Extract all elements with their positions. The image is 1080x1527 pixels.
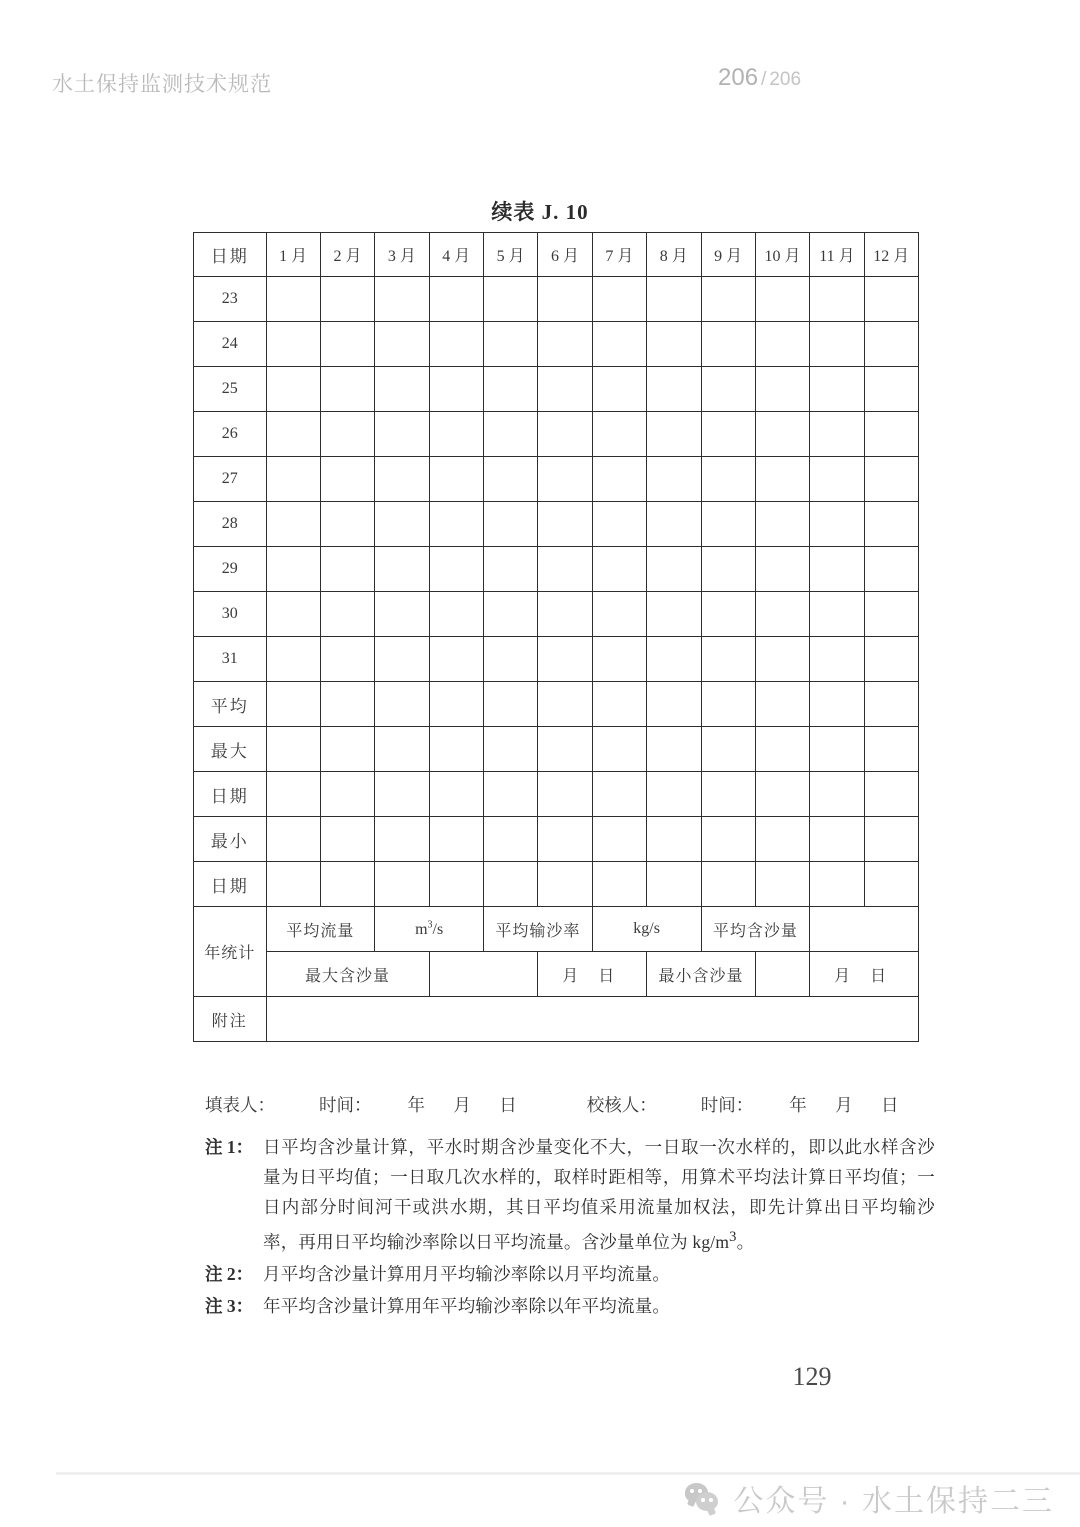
data-cell[interactable] xyxy=(701,277,755,322)
data-cell[interactable] xyxy=(538,682,592,727)
data-cell[interactable] xyxy=(755,862,809,907)
table-row xyxy=(194,637,919,682)
data-cell[interactable] xyxy=(755,727,809,772)
row-label: 29 xyxy=(194,547,267,592)
data-cell[interactable] xyxy=(864,772,918,817)
data-cell[interactable] xyxy=(755,637,809,682)
data-cell[interactable] xyxy=(266,412,320,457)
data-cell[interactable] xyxy=(592,367,646,412)
data-cell[interactable] xyxy=(592,502,646,547)
row-label-maximum: 最大 xyxy=(194,727,267,772)
data-cell[interactable] xyxy=(266,457,320,502)
column-header-month-12: 12 月 xyxy=(864,233,918,277)
data-cell[interactable] xyxy=(320,862,374,907)
data-cell[interactable] xyxy=(701,862,755,907)
data-cell[interactable] xyxy=(484,457,538,502)
data-cell[interactable] xyxy=(864,322,918,367)
row-label-date-of-min: 日期 xyxy=(194,862,267,907)
folio xyxy=(0,1362,1080,1392)
data-cell[interactable] xyxy=(429,772,483,817)
data-cell[interactable] xyxy=(320,682,374,727)
data-cell[interactable] xyxy=(484,277,538,322)
row-label: 31 xyxy=(194,637,267,682)
table-row xyxy=(194,547,919,592)
data-cell[interactable] xyxy=(755,817,809,862)
data-cell[interactable] xyxy=(429,502,483,547)
data-cell[interactable] xyxy=(484,412,538,457)
data-cell[interactable] xyxy=(375,502,429,547)
data-cell[interactable] xyxy=(810,682,864,727)
min-sediment-conc-value[interactable] xyxy=(755,952,809,997)
remarks-label: 附注 xyxy=(194,997,267,1042)
data-cell[interactable] xyxy=(755,277,809,322)
data-cell[interactable] xyxy=(592,682,646,727)
data-cell[interactable] xyxy=(864,862,918,907)
data-cell[interactable] xyxy=(429,817,483,862)
row-label-average: 平均 xyxy=(194,682,267,727)
page-separator: / xyxy=(761,69,767,90)
data-cell[interactable] xyxy=(538,502,592,547)
footer-watermark xyxy=(685,1476,1054,1520)
wechat-icon xyxy=(685,1483,719,1513)
data-cell[interactable] xyxy=(701,367,755,412)
data-cell[interactable] xyxy=(375,367,429,412)
column-header-month-9: 9 月 xyxy=(701,233,755,277)
data-cell[interactable] xyxy=(429,682,483,727)
data-cell[interactable] xyxy=(592,592,646,637)
note-3-text: 年平均含沙量计算用年平均输沙率除以年平均流量。 xyxy=(263,1295,671,1316)
data-cell[interactable] xyxy=(266,772,320,817)
data-cell[interactable] xyxy=(864,457,918,502)
avg-flow-label: 平均流量 xyxy=(266,907,375,952)
max-sediment-conc-value[interactable] xyxy=(429,952,538,997)
data-cell[interactable] xyxy=(320,457,374,502)
data-cell[interactable] xyxy=(647,682,701,727)
year-stats-row-2 xyxy=(194,952,919,997)
data-cell[interactable] xyxy=(538,277,592,322)
table-header-row xyxy=(194,233,919,277)
data-cell[interactable] xyxy=(429,862,483,907)
row-label: 27 xyxy=(194,457,267,502)
data-cell[interactable] xyxy=(429,277,483,322)
data-cell[interactable] xyxy=(864,682,918,727)
column-header-month-1: 1 月 xyxy=(266,233,320,277)
data-cell[interactable] xyxy=(375,412,429,457)
data-cell[interactable] xyxy=(429,412,483,457)
data-cell[interactable] xyxy=(266,322,320,367)
data-cell[interactable] xyxy=(864,637,918,682)
data-cell[interactable] xyxy=(266,817,320,862)
row-label: 30 xyxy=(194,592,267,637)
page-header xyxy=(0,0,1080,120)
table-row xyxy=(194,592,919,637)
filler-date: 年 月 日 xyxy=(407,1095,529,1115)
row-label: 26 xyxy=(194,412,267,457)
note-1-label: 注 1： xyxy=(205,1137,254,1157)
year-stats-label: 年统计 xyxy=(194,907,267,997)
min-sediment-conc-date[interactable]: 月 日 xyxy=(810,952,919,997)
data-cell[interactable] xyxy=(755,502,809,547)
data-cell[interactable] xyxy=(320,277,374,322)
data-cell[interactable] xyxy=(864,367,918,412)
data-cell[interactable] xyxy=(320,817,374,862)
data-cell[interactable] xyxy=(701,637,755,682)
data-cell[interactable] xyxy=(320,637,374,682)
note-2 xyxy=(205,1259,935,1289)
data-cell[interactable] xyxy=(810,412,864,457)
data-cell[interactable] xyxy=(266,592,320,637)
data-cell[interactable] xyxy=(484,727,538,772)
checker-date: 年 月 日 xyxy=(789,1095,911,1115)
data-cell[interactable] xyxy=(701,727,755,772)
data-cell[interactable] xyxy=(755,592,809,637)
data-cell[interactable] xyxy=(320,322,374,367)
table-row xyxy=(194,367,919,412)
data-cell[interactable] xyxy=(701,547,755,592)
data-cell[interactable] xyxy=(864,502,918,547)
checker-label: 校核人： xyxy=(586,1095,657,1115)
data-cell[interactable] xyxy=(484,502,538,547)
avg-sediment-rate-value-cell[interactable] xyxy=(592,907,701,952)
data-cell[interactable] xyxy=(538,322,592,367)
column-header-month-8: 8 月 xyxy=(647,233,701,277)
data-cell[interactable] xyxy=(320,547,374,592)
data-cell[interactable] xyxy=(429,457,483,502)
data-cell[interactable] xyxy=(484,637,538,682)
data-cell[interactable] xyxy=(647,817,701,862)
filler-time-label: 时间： xyxy=(319,1095,372,1115)
column-header-month-5: 5 月 xyxy=(484,233,538,277)
data-cell[interactable] xyxy=(538,367,592,412)
table-row xyxy=(194,457,919,502)
data-cell[interactable] xyxy=(647,727,701,772)
table-row xyxy=(194,727,919,772)
data-cell[interactable] xyxy=(266,682,320,727)
data-cell[interactable] xyxy=(429,637,483,682)
data-cell[interactable] xyxy=(592,277,646,322)
table-j10 xyxy=(193,232,919,1042)
data-cell[interactable] xyxy=(864,547,918,592)
data-cell[interactable] xyxy=(810,772,864,817)
table-row xyxy=(194,817,919,862)
data-cell[interactable] xyxy=(592,457,646,502)
data-cell[interactable] xyxy=(810,637,864,682)
data-cell[interactable] xyxy=(810,322,864,367)
data-cell[interactable] xyxy=(429,367,483,412)
data-cell[interactable] xyxy=(484,592,538,637)
data-cell[interactable] xyxy=(484,547,538,592)
data-cell[interactable] xyxy=(647,367,701,412)
table-caption: 续表 J. 10 xyxy=(491,200,589,224)
data-cell[interactable] xyxy=(266,637,320,682)
avg-flow-unit: $m^3/s$ xyxy=(415,919,444,938)
data-cell[interactable] xyxy=(864,727,918,772)
data-cell[interactable] xyxy=(701,322,755,367)
filler-label: 填表人： xyxy=(205,1095,275,1115)
data-cell[interactable] xyxy=(592,772,646,817)
data-cell[interactable] xyxy=(484,367,538,412)
footer-watermark-text: 公众号 · 水土保持二三 xyxy=(733,1485,1054,1518)
data-cell[interactable] xyxy=(538,547,592,592)
avg-flow-value-cell[interactable] xyxy=(375,907,484,952)
data-cell[interactable] xyxy=(755,547,809,592)
data-cell[interactable] xyxy=(266,502,320,547)
data-cell[interactable] xyxy=(647,322,701,367)
data-cell[interactable] xyxy=(375,592,429,637)
data-cell[interactable] xyxy=(592,547,646,592)
data-cell[interactable] xyxy=(647,637,701,682)
column-header-month-11: 11 月 xyxy=(810,233,864,277)
column-header-month-10: 10 月 xyxy=(755,233,809,277)
row-label: 28 xyxy=(194,502,267,547)
remarks-row xyxy=(194,997,919,1042)
data-cell[interactable] xyxy=(701,412,755,457)
document-title: 水土保持监测技术规范 xyxy=(52,72,272,96)
data-cell[interactable] xyxy=(375,637,429,682)
data-cell[interactable] xyxy=(429,592,483,637)
data-cell[interactable] xyxy=(755,682,809,727)
data-cell[interactable] xyxy=(429,727,483,772)
folio-number: 129 xyxy=(792,1362,832,1391)
table-row xyxy=(194,862,919,907)
data-cell[interactable] xyxy=(810,457,864,502)
note-1 xyxy=(205,1132,935,1257)
data-cell[interactable] xyxy=(592,727,646,772)
data-cell[interactable] xyxy=(755,457,809,502)
data-cell[interactable] xyxy=(538,457,592,502)
data-cell[interactable] xyxy=(810,817,864,862)
data-cell[interactable] xyxy=(375,547,429,592)
data-cell[interactable] xyxy=(320,367,374,412)
data-cell[interactable] xyxy=(755,367,809,412)
data-cell[interactable] xyxy=(864,817,918,862)
data-cell[interactable] xyxy=(484,772,538,817)
data-cell[interactable] xyxy=(810,862,864,907)
data-cell[interactable] xyxy=(266,862,320,907)
data-cell[interactable] xyxy=(429,547,483,592)
avg-sediment-conc-value[interactable] xyxy=(810,907,919,952)
data-cell[interactable] xyxy=(429,322,483,367)
data-cell[interactable] xyxy=(320,772,374,817)
data-cell[interactable] xyxy=(375,772,429,817)
data-cell[interactable] xyxy=(320,502,374,547)
column-header-month-2: 2 月 xyxy=(320,233,374,277)
data-cell[interactable] xyxy=(647,277,701,322)
column-header-month-6: 6 月 xyxy=(538,233,592,277)
checker-time-label: 时间： xyxy=(700,1095,754,1115)
data-cell[interactable] xyxy=(810,592,864,637)
data-cell[interactable] xyxy=(647,457,701,502)
min-sediment-conc-label: 最小含沙量 xyxy=(647,952,756,997)
data-cell[interactable] xyxy=(864,277,918,322)
data-cell[interactable] xyxy=(755,322,809,367)
avg-sediment-rate-unit: kg/s xyxy=(633,920,660,937)
data-cell[interactable] xyxy=(592,637,646,682)
note-3 xyxy=(205,1291,935,1321)
data-cell[interactable] xyxy=(538,637,592,682)
data-cell[interactable] xyxy=(810,727,864,772)
data-cell[interactable] xyxy=(647,862,701,907)
table-j10-wrapper xyxy=(193,232,919,1042)
data-cell[interactable] xyxy=(864,412,918,457)
data-cell[interactable] xyxy=(375,862,429,907)
data-cell[interactable] xyxy=(864,592,918,637)
table-row xyxy=(194,772,919,817)
data-cell[interactable] xyxy=(484,817,538,862)
data-cell[interactable] xyxy=(538,862,592,907)
data-cell[interactable] xyxy=(375,277,429,322)
data-cell[interactable] xyxy=(538,727,592,772)
data-cell[interactable] xyxy=(484,862,538,907)
data-cell[interactable] xyxy=(810,277,864,322)
row-label: 24 xyxy=(194,322,267,367)
row-label-date-of-max: 日期 xyxy=(194,772,267,817)
data-cell[interactable] xyxy=(320,727,374,772)
data-cell[interactable] xyxy=(701,817,755,862)
data-cell[interactable] xyxy=(538,412,592,457)
avg-sediment-rate-label: 平均输沙率 xyxy=(484,907,593,952)
data-cell[interactable] xyxy=(755,772,809,817)
table-row xyxy=(194,277,919,322)
data-cell[interactable] xyxy=(375,322,429,367)
data-cell[interactable] xyxy=(484,322,538,367)
data-cell[interactable] xyxy=(375,727,429,772)
data-cell[interactable] xyxy=(538,772,592,817)
data-cell[interactable] xyxy=(647,772,701,817)
total-page-number: 206 xyxy=(769,69,802,90)
year-stats-row-1 xyxy=(194,907,919,952)
data-cell[interactable] xyxy=(701,772,755,817)
data-cell[interactable] xyxy=(810,367,864,412)
remarks-value[interactable] xyxy=(266,997,919,1042)
row-label: 25 xyxy=(194,367,267,412)
data-cell[interactable] xyxy=(647,592,701,637)
note-2-label: 注 2： xyxy=(205,1263,254,1284)
data-cell[interactable] xyxy=(701,457,755,502)
data-cell[interactable] xyxy=(647,412,701,457)
data-cell[interactable] xyxy=(320,412,374,457)
column-header-month-4: 4 月 xyxy=(429,233,483,277)
data-cell[interactable] xyxy=(701,502,755,547)
data-cell[interactable] xyxy=(538,592,592,637)
column-header-month-7: 7 月 xyxy=(592,233,646,277)
data-cell[interactable] xyxy=(375,682,429,727)
column-header-month-3: 3 月 xyxy=(375,233,429,277)
footer-divider xyxy=(56,1472,1080,1475)
data-cell[interactable] xyxy=(701,682,755,727)
table-row xyxy=(194,682,919,727)
table-row xyxy=(194,322,919,367)
note-3-label: 注 3： xyxy=(205,1295,254,1316)
data-cell[interactable] xyxy=(592,322,646,367)
avg-sediment-conc-label: 平均含沙量 xyxy=(701,907,810,952)
data-cell[interactable] xyxy=(701,592,755,637)
data-cell[interactable] xyxy=(484,682,538,727)
page-indicator xyxy=(718,64,801,92)
data-cell[interactable] xyxy=(755,412,809,457)
row-label: 23 xyxy=(194,277,267,322)
row-label-minimum: 最小 xyxy=(194,817,267,862)
table-row xyxy=(194,502,919,547)
signature-line xyxy=(205,1092,925,1117)
data-cell[interactable] xyxy=(592,412,646,457)
data-cell[interactable] xyxy=(320,592,374,637)
column-header-date: 日期 xyxy=(194,233,267,277)
note-2-text: 月平均含沙量计算用月平均输沙率除以月平均流量。 xyxy=(263,1263,671,1284)
data-cell[interactable] xyxy=(647,502,701,547)
data-cell[interactable] xyxy=(592,862,646,907)
note-1-text: 日平均含沙量计算，平水时期含沙量变化不大，一日取一次水样的，即以此水样含沙量为日平均值；一日取几次水样的，取样时距相等，用算术平均法计算日平均值；一日内部分时间河干或洪水期，其日平均值采用流量加权法，即先计算出日平均输沙率，再用日平均输沙率除以日平均流量。含沙量单位为 $kg/m^3$。 xyxy=(263,1137,935,1252)
data-cell[interactable] xyxy=(810,502,864,547)
data-cell[interactable] xyxy=(375,457,429,502)
data-cell[interactable] xyxy=(266,367,320,412)
data-cell[interactable] xyxy=(810,547,864,592)
data-cell[interactable] xyxy=(375,817,429,862)
table-row xyxy=(194,412,919,457)
data-cell[interactable] xyxy=(538,817,592,862)
current-page-number: 206 xyxy=(718,64,759,91)
data-cell[interactable] xyxy=(592,817,646,862)
data-cell[interactable] xyxy=(266,547,320,592)
data-cell[interactable] xyxy=(647,547,701,592)
max-sediment-conc-date[interactable]: 月 日 xyxy=(538,952,647,997)
data-cell[interactable] xyxy=(266,277,320,322)
max-sediment-conc-label: 最大含沙量 xyxy=(266,952,429,997)
data-cell[interactable] xyxy=(266,727,320,772)
notes-block xyxy=(205,1132,935,1323)
